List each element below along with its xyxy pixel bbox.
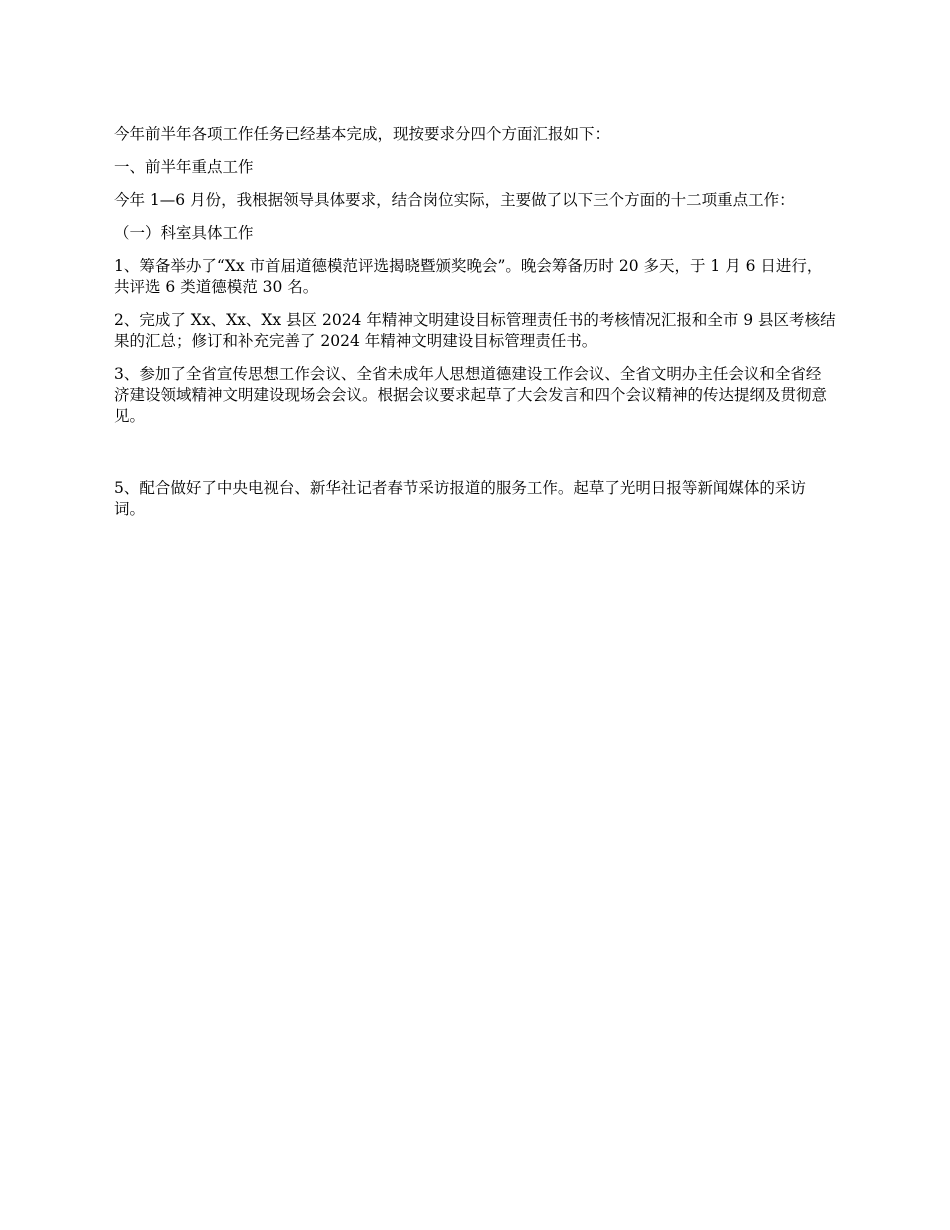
list-item: 2、完成了 Xx、Xx、Xx 县区 2024 年精神文明建设目标管理责任书的考核情况汇报和全市 9 县区考核结果的汇总；修订和补充完善了 2024 年精神文明建设目标管理责任书。 bbox=[114, 311, 836, 350]
intro-paragraph: 今年前半年各项工作任务已经基本完成，现按要求分四个方面汇报如下： bbox=[114, 125, 611, 143]
list-item: 3、参加了全省宣传思想工作会议、全省未成年人思想道德建设工作会议、全省文明办主任会议和全省经济建设领域精神文明建设现场会会议。根据会议要求起草了大会发言和四个会议精神的传达提纲及贯彻意见。 bbox=[114, 365, 828, 425]
subsection-heading: （一）科室具体工作 bbox=[114, 224, 254, 242]
blank-space bbox=[114, 439, 836, 478]
document-body bbox=[114, 124, 836, 532]
section-intro-paragraph: 今年 1—6 月份，我根据领导具体要求，结合岗位实际，主要做了以下三个方面的十二项重点工作： bbox=[114, 191, 795, 209]
section-heading: 一、前半年重点工作 bbox=[114, 158, 254, 176]
list-item: 5、配合做好了中央电视台、新华社记者春节采访报道的服务工作。起草了光明日报等新闻媒体的采访词。 bbox=[114, 479, 806, 518]
list-item: 1、筹备举办了“Xx 市首届道德模范评选揭晓暨颁奖晚会”。晚会筹备历时 20 多天，于 1 月 6 日进行，共评选 6 类道德模范 30 名。 bbox=[114, 257, 823, 296]
